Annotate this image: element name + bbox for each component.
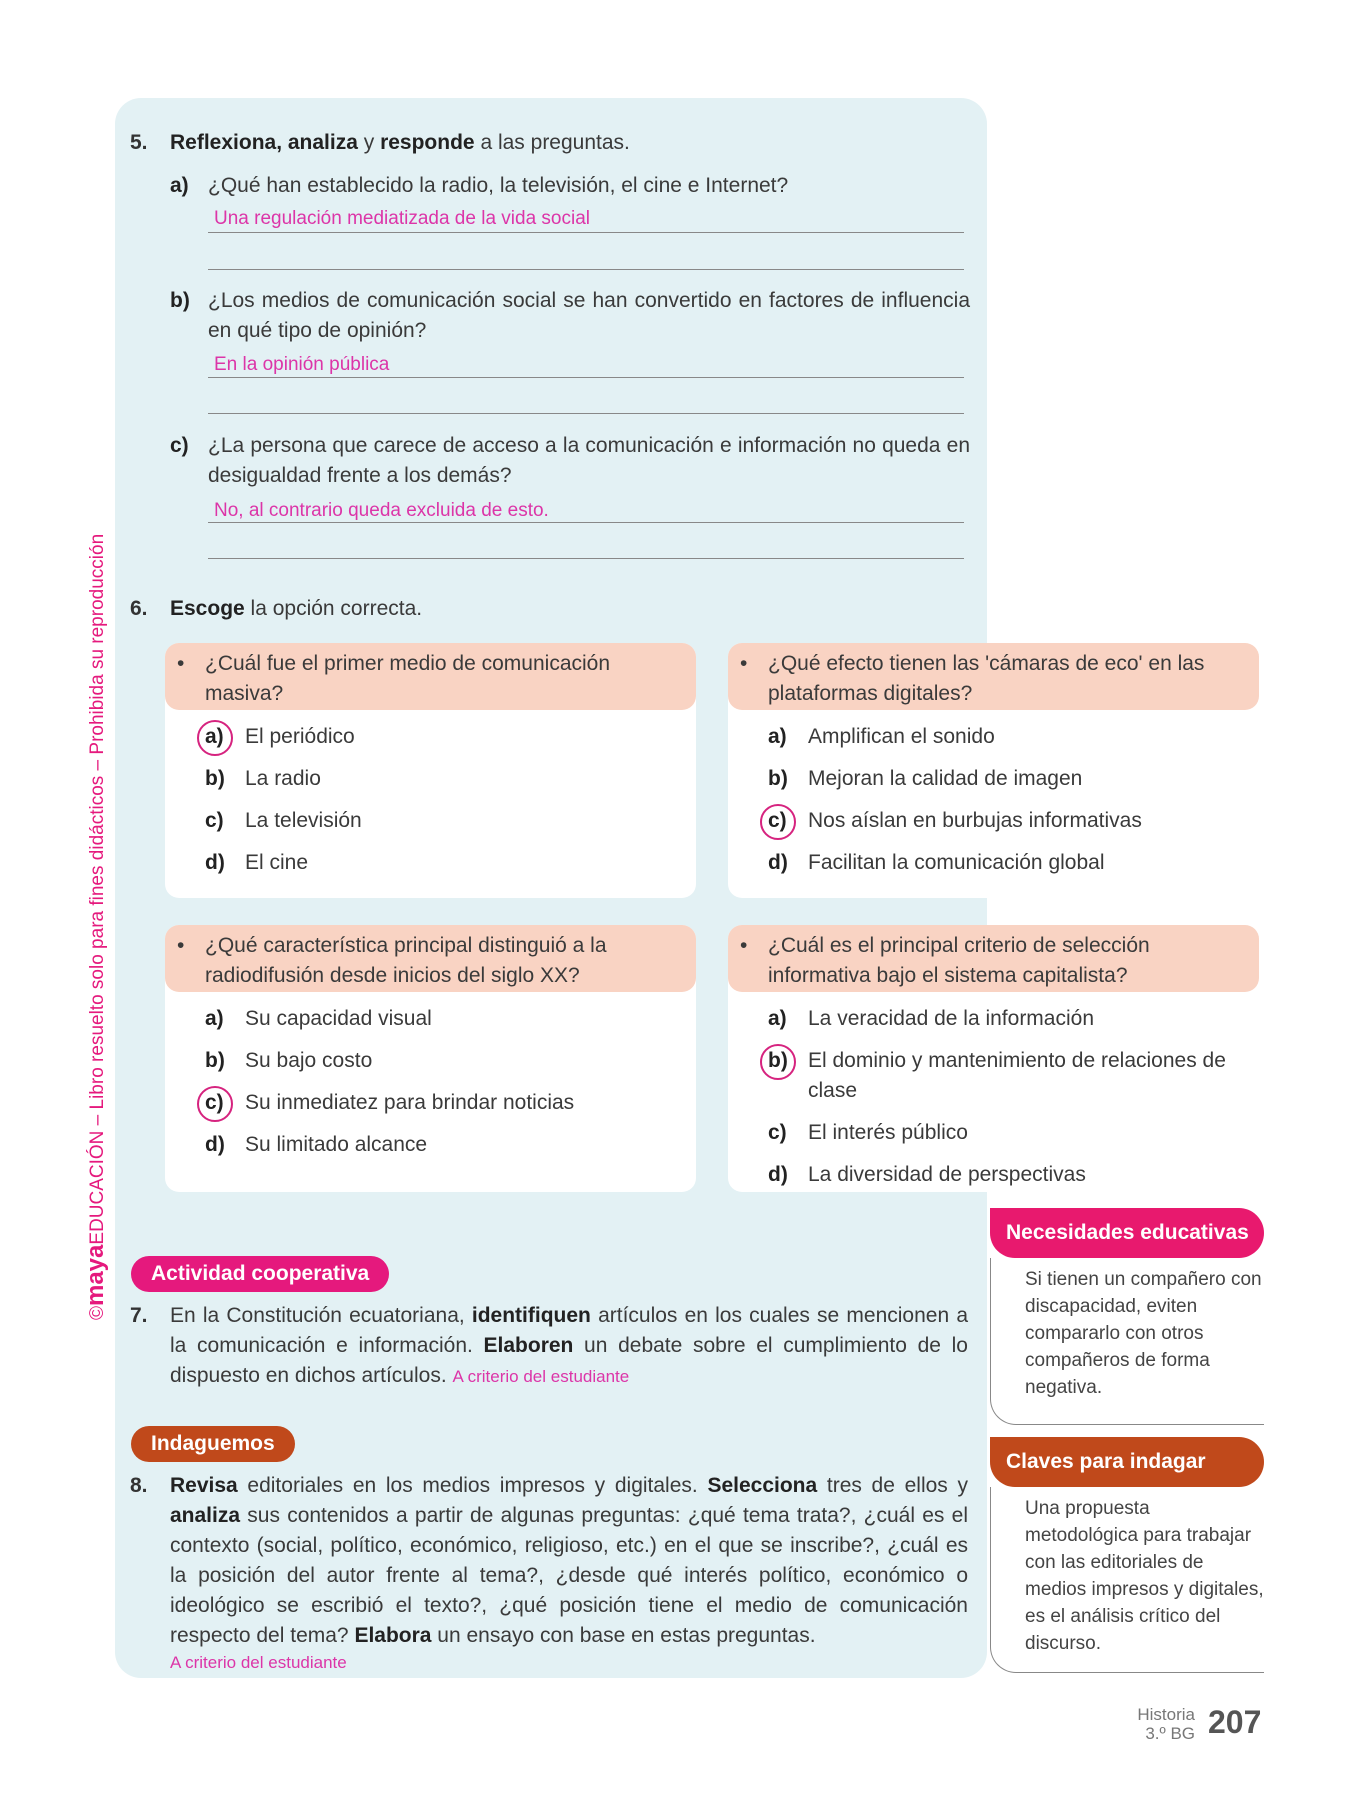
q5a-answer[interactable]: Una regulación mediatizada de la vida social — [214, 208, 591, 229]
q7-answer[interactable]: A criterio del estudiante — [452, 1367, 630, 1386]
option[interactable] — [165, 1004, 696, 1034]
q5b-answer[interactable]: En la opinión pública — [214, 354, 390, 375]
selected-option-label: a) — [205, 722, 224, 752]
option-label: b) — [205, 767, 225, 790]
sidebar-title: Necesidades educativas — [990, 1208, 1264, 1258]
option[interactable] — [165, 1088, 696, 1118]
brand-logo: maya — [82, 1244, 109, 1306]
option-text: El interés público — [808, 1121, 968, 1144]
q8-answer[interactable]: A criterio del estudiante — [170, 1653, 347, 1672]
question-card — [165, 643, 696, 898]
option-text: El periódico — [245, 725, 355, 748]
answer-line — [208, 413, 964, 414]
option[interactable] — [728, 722, 1259, 752]
sidebar-text: Una propuesta metodológica para trabajar con las editoriales de medios impresos y digitales, es el análisis crítico del discurso. — [990, 1487, 1264, 1673]
option-text: Amplifican el sonido — [808, 725, 995, 748]
selected-option-label: c) — [768, 806, 787, 836]
card-question: • ¿Qué efecto tienen las 'cámaras de eco' en las plataformas digitales? — [728, 643, 1259, 710]
option-text: Mejoran la calidad de imagen — [808, 767, 1083, 790]
option-text: La televisión — [245, 809, 362, 832]
q5b: b) ¿Los medios de comunicación social se han convertido en factores de influencia en qué tipo de opinión? — [170, 289, 970, 342]
option[interactable] — [165, 848, 696, 878]
option-text: Su inmediatez para brindar noticias — [245, 1091, 575, 1114]
option-label: b) — [768, 767, 788, 790]
option-text: La radio — [245, 767, 321, 790]
copyright-symbol: © — [87, 1306, 108, 1320]
selected-option-label: c) — [205, 1088, 224, 1118]
option-label: d) — [205, 851, 225, 874]
sidebar-educational-needs — [990, 1208, 1264, 1425]
card-question: • ¿Cuál fue el primer medio de comunicación masiva? — [165, 643, 696, 710]
option[interactable] — [728, 1004, 1259, 1034]
option-text: Su bajo costo — [245, 1049, 373, 1072]
option-label: a) — [768, 1007, 787, 1030]
sidebar-title: Claves para indagar — [990, 1437, 1264, 1487]
sidebar-text: Si tienen un compañero con discapacidad, eviten compararlo con otros compañeros de forma negativa. — [990, 1258, 1264, 1425]
option[interactable] — [728, 1160, 1259, 1190]
option-label: d) — [768, 1163, 788, 1186]
question-card — [728, 925, 1259, 1192]
question-card — [728, 643, 1259, 898]
option-label: d) — [205, 1133, 225, 1156]
option-label: d) — [768, 851, 788, 874]
option-label: a) — [768, 725, 787, 748]
option-text: La veracidad de la información — [808, 1007, 1095, 1030]
option-text: La diversidad de perspectivas — [808, 1163, 1086, 1186]
card-question: • ¿Cuál es el principal criterio de selección informativa bajo el sistema capitalista? — [728, 925, 1259, 992]
question-card — [165, 925, 696, 1192]
option-text: Su limitado alcance — [245, 1133, 428, 1156]
q5-instruction: 5. Reflexiona, analiza y responde a las preguntas. — [130, 131, 630, 154]
option[interactable] — [165, 806, 696, 836]
q5a: a) ¿Qué han establecido la radio, la televisión, el cine e Internet? — [170, 174, 789, 197]
option[interactable] — [165, 764, 696, 794]
bullet-icon: • — [740, 934, 748, 957]
q5c-answer[interactable]: No, al contrario queda excluida de esto. — [214, 500, 549, 521]
option-text: Su capacidad visual — [245, 1007, 432, 1030]
option[interactable] — [728, 806, 1259, 836]
option-label: b) — [205, 1049, 225, 1072]
indaguemos-badge: Indaguemos — [131, 1426, 295, 1462]
option[interactable] — [165, 722, 696, 752]
answer-line — [208, 522, 964, 523]
option[interactable] — [728, 1118, 1259, 1148]
footer-subject: Historia 3.º BG — [1137, 1705, 1195, 1743]
page-number: 207 — [1208, 1704, 1262, 1740]
option-text: El cine — [245, 851, 309, 874]
answer-line — [208, 377, 964, 378]
selected-option-label: b) — [768, 1046, 788, 1076]
option-label: a) — [205, 1007, 224, 1030]
watermark-text: EDUCACIÓN – Libro resuelto solo para fines didácticos – Prohibida su reproducción — [87, 533, 108, 1245]
cooperative-activity-badge: Actividad cooperativa — [131, 1256, 389, 1292]
answer-line — [208, 558, 964, 559]
option[interactable] — [728, 1046, 1259, 1106]
bullet-icon: • — [177, 934, 185, 957]
answer-line — [208, 269, 964, 270]
q5c: c) ¿La persona que carece de acceso a la comunicación e información no queda en desigualdad frente a los demás? — [170, 434, 970, 487]
q8-text: 8. Revisa editoriales en los medios impresos y digitales. Selecciona tres de ellos y analiza sus contenidos a partir de algunas preguntas: ¿qué tema trata?, ¿cuál es el contexto (social, político, económico, religioso, etc.) en el que se inscribe?, ¿cuál es la posición del autor frente al tema?, ¿desde qué interés político, económico o ideológico se escribió el texto?, ¿qué posición tiene el medio de comunicación respecto del tema? Elabora un ensayo con base en estas preguntas. — [130, 1474, 968, 1647]
q6-instruction: 6. Escoge la opción correcta. — [130, 597, 423, 620]
option[interactable] — [165, 1130, 696, 1160]
q7-text: 7. En la Constitución ecuatoriana, identifiquen artículos en los cuales se mencionen a la comunicación e información. Elaboren un debate sobre el cumplimiento de lo dispuesto en dichos artículos. A criterio del estudiante — [130, 1304, 968, 1387]
option[interactable] — [728, 848, 1259, 878]
option-text: El dominio y mantenimiento de relaciones de clase — [808, 1049, 1226, 1102]
option[interactable] — [165, 1046, 696, 1076]
bullet-icon: • — [177, 652, 185, 675]
option-label: c) — [768, 1121, 787, 1144]
bullet-icon: • — [740, 652, 748, 675]
card-question: • ¿Qué característica principal distinguió a la radiodifusión desde inicios del siglo XX? — [165, 925, 696, 992]
option-text: Nos aíslan en burbujas informativas — [808, 809, 1142, 832]
answer-line — [208, 232, 964, 233]
option[interactable] — [728, 764, 1259, 794]
copyright-watermark — [82, 480, 110, 1320]
option-text: Facilitan la comunicación global — [808, 851, 1105, 874]
sidebar-research-keys — [990, 1437, 1264, 1673]
option-label: c) — [205, 809, 224, 832]
